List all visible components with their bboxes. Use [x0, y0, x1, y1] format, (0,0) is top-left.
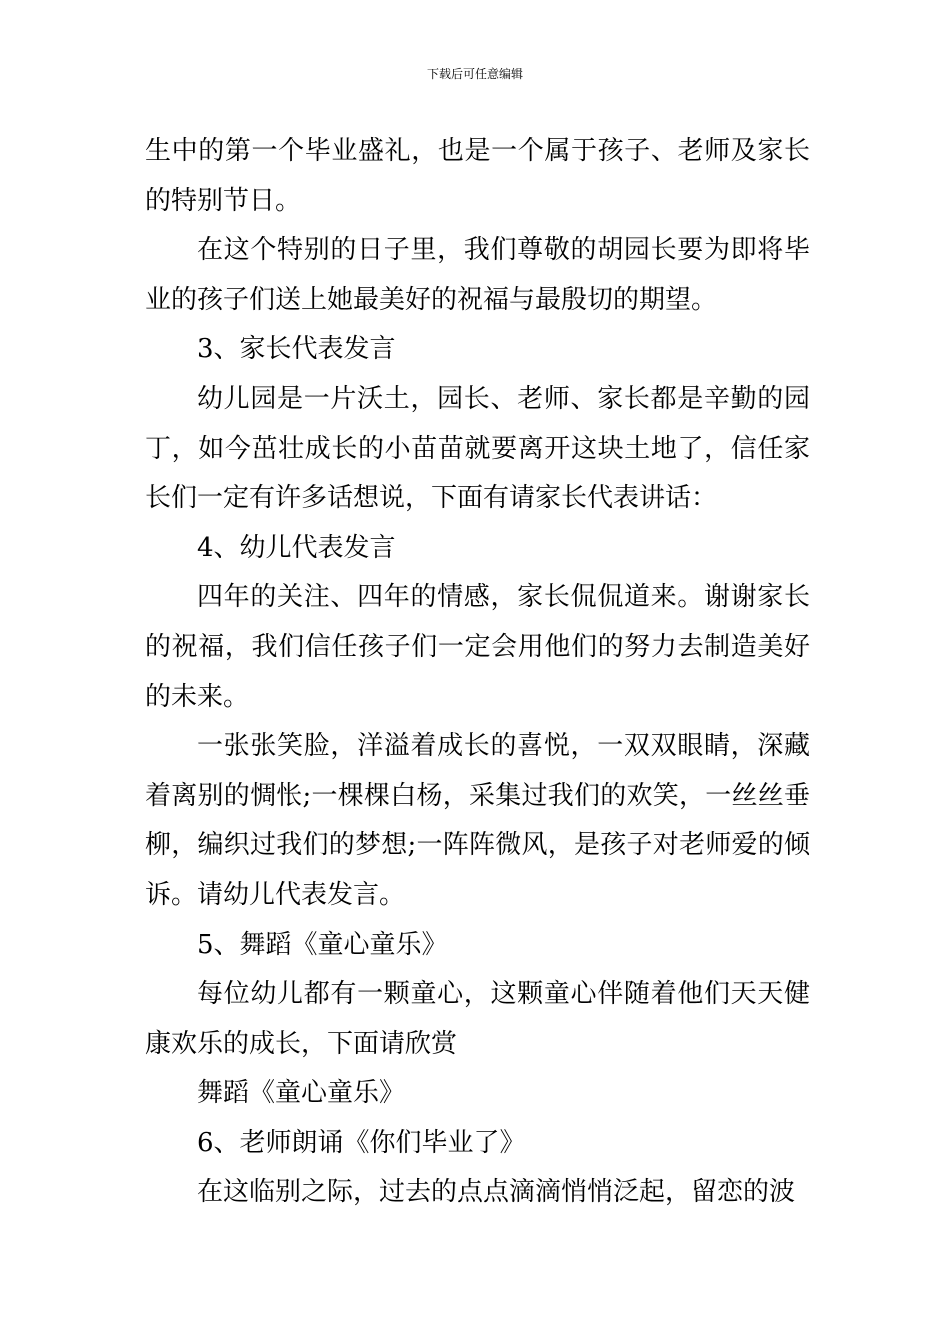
- paragraph-2: 在这个特别的日子里，我们尊敬的胡园长要为即将毕业的孩子们送上她最美好的祝福与最殷切的期望。: [145, 235, 810, 315]
- section-heading-3: 3、家长代表发言: [197, 334, 396, 365]
- paragraph-10: 舞蹈《童心童乐》: [197, 1078, 406, 1109]
- section-heading-5: 5、舞蹈《童心童乐》: [197, 929, 448, 960]
- section-heading-6: 6、老师朗诵《你们毕业了》: [197, 1127, 526, 1158]
- document-body: [145, 127, 810, 1218]
- paragraph-4: 幼儿园是一片沃土，园长、老师、家长都是辛勤的园丁，如今茁壮成长的小苗苗就要离开这块土地了，信任家长们一定有许多话想说，下面有请家长代表讲话：: [145, 383, 810, 514]
- paragraph-6: 四年的关注、四年的情感，家长侃侃道来。谢谢家长的祝福，我们信任孩子们一定会用他们的努力去制造美好的未来。: [145, 582, 810, 712]
- paragraph-1: 生中的第一个毕业盛礼，也是一个属于孩子、老师及家长的特别节日。: [145, 136, 810, 216]
- paragraph-12: 在这临别之际，过去的点点滴滴悄悄泛起，留恋的波: [197, 1177, 796, 1208]
- section-heading-4: 4、幼儿代表发言: [197, 532, 396, 563]
- paragraph-9: 每位幼儿都有一颗童心，这颗童心伴随着他们天天健康欢乐的成长，下面请欣赏: [145, 979, 810, 1059]
- paragraph-7: 一张张笑脸，洋溢着成长的喜悦，一双双眼睛，深藏着离别的惆怅;一棵棵白杨，采集过我们的欢笑，一丝丝垂柳，编织过我们的梦想;一阵阵微风，是孩子对老师爱的倾诉。请幼儿代表发言。: [145, 731, 810, 910]
- page-header: 下载后可任意编辑: [426, 67, 523, 81]
